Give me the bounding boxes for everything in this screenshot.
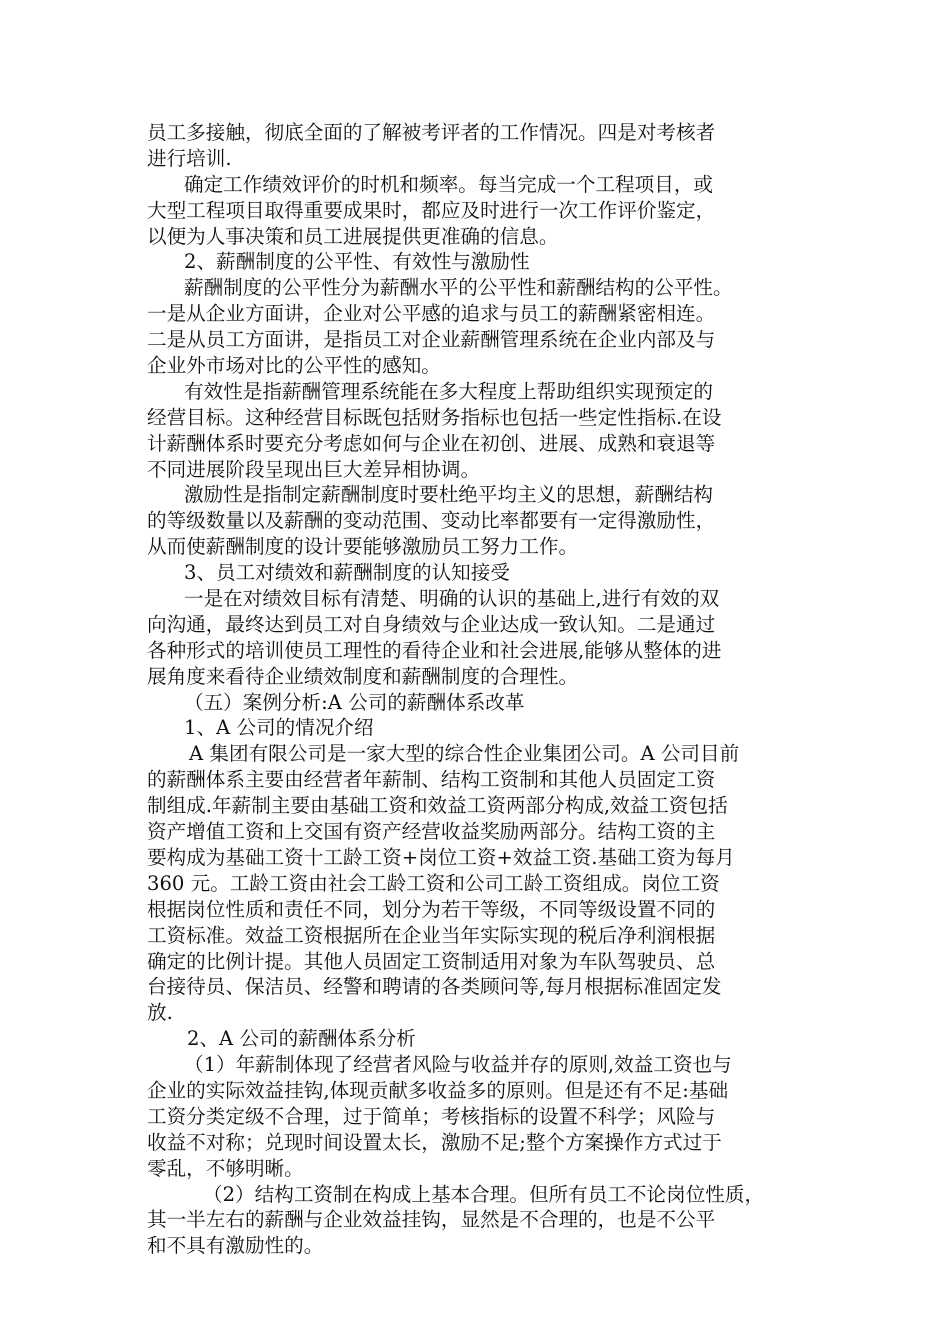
- paragraph-start: 激励性是指制定薪酬制度时要杜绝平均主义的思想，薪酬结构: [184, 483, 714, 507]
- text-line: 不同进展阶段呈现出巨大差异相协调。: [147, 457, 481, 481]
- text-line: 经营目标。这种经营目标既包括财务指标也包括一些定性指标.在设: [147, 405, 722, 429]
- text-line: 制组成.年薪制主要由基础工资和效益工资两部分构成,效益工资包括: [147, 794, 728, 818]
- text-line: 收益不对称；兑现时间设置太长，激励不足;整个方案操作方式过于: [147, 1130, 722, 1154]
- text-line: 一是从企业方面讲，企业对公平感的追求与员工的薪酬紧密相连。: [147, 302, 716, 326]
- text-line: 工资标准。效益工资根据所在企业当年实际实现的税后净利润根据: [147, 923, 716, 947]
- text-line: 和不具有激励性的。: [147, 1234, 324, 1258]
- text-line: 进行培训.: [147, 146, 232, 170]
- text-line: 各种形式的培训使员工理性的看待企业和社会进展,能够从整体的进: [147, 638, 722, 662]
- paragraph-start: （1）年薪制体现了经营者风险与收益并存的原则,效益工资也与: [184, 1053, 732, 1077]
- section-heading: 3、员工对绩效和薪酬制度的认知接受: [184, 561, 510, 585]
- text-line: 从而使薪酬制度的设计要能够激励员工努力工作。: [147, 535, 579, 559]
- text-line: 台接待员、保洁员、经警和聘请的各类顾问等,每月根据标准固定发: [147, 975, 722, 999]
- text-line: 其一半左右的薪酬与企业效益挂钩，显然是不合理的，也是不公平: [147, 1208, 716, 1232]
- paragraph-start: 有效性是指薪酬管理系统能在多大程度上帮助组织实现预定的: [184, 379, 714, 403]
- text-line: 360 元。工龄工资由社会工龄工资和公司工龄工资组成。岗位工资: [147, 871, 720, 895]
- text-line: 的薪酬体系主要由经营者年薪制、结构工资制和其他人员固定工资: [147, 768, 716, 792]
- paragraph-start: 确定工作绩效评价的时机和频率。每当完成一个工程项目，或: [184, 172, 714, 196]
- text-line: 展角度来看待企业绩效制度和薪酬制度的合理性。: [147, 664, 579, 688]
- section-heading: （五）案例分析:A 公司的薪酬体系改革: [184, 690, 525, 714]
- paragraph-start: A 集团有限公司是一家大型的综合性企业集团公司。A 公司目前: [189, 742, 740, 766]
- section-heading: 1、A 公司的情况介绍: [184, 716, 374, 740]
- paragraph-start: 薪酬制度的公平性分为薪酬水平的公平性和薪酬结构的公平性。: [184, 276, 733, 300]
- text-line: 工资分类定级不合理，过于简单；考核指标的设置不科学；风险与: [147, 1104, 716, 1128]
- text-line: 的等级数量以及薪酬的变动范围、变动比率都要有一定得激励性，: [147, 509, 716, 533]
- document-page: [147, 120, 815, 1259]
- text-line: 二是从员工方面讲，是指员工对企业薪酬管理系统在企业内部及与: [147, 328, 716, 352]
- text-line: 资产增值工资和上交国有资产经营收益奖励两部分。结构工资的主: [147, 820, 716, 844]
- text-line: 要构成为基础工资十工龄工资+岗位工资+效益工资.基础工资为每月: [147, 845, 735, 869]
- paragraph-start: （2）结构工资制在构成上基本合理。但所有员工不论岗位性质，: [203, 1182, 765, 1206]
- section-heading: 2、薪酬制度的公平性、有效性与激励性: [184, 250, 530, 274]
- text-line: 计薪酬体系时要充分考虑如何与企业在初创、进展、成熟和衰退等: [147, 431, 716, 455]
- text-line: 企业的实际效益挂钩,体现贡献多收益多的原则。但是还有不足:基础: [147, 1078, 729, 1102]
- text-line: 向沟通，最终达到员工对自身绩效与企业达成一致认知。二是通过: [147, 612, 716, 636]
- text-line: 零乱，不够明晰。: [147, 1156, 304, 1180]
- text-line: 以便为人事决策和员工进展提供更准确的信息。: [147, 224, 559, 248]
- section-heading: 2、A 公司的薪酬体系分析: [187, 1027, 416, 1051]
- text-line: 企业外市场对比的公平性的感知。: [147, 354, 441, 378]
- text-line: 大型工程项目取得重要成果时，都应及时进行一次工作评价鉴定，: [147, 198, 716, 222]
- text-line: 根据岗位性质和责任不同，划分为若干等级，不同等级设置不同的: [147, 897, 716, 921]
- text-line: 确定的比例计提。其他人员固定工资制适用对象为车队驾驶员、总: [147, 949, 716, 973]
- text-line: 放.: [147, 1001, 173, 1025]
- paragraph-start: 一是在对绩效目标有清楚、明确的认识的基础上,进行有效的双: [184, 587, 720, 611]
- text-line: 员工多接触，彻底全面的了解被考评者的工作情况。四是对考核者: [147, 121, 716, 144]
